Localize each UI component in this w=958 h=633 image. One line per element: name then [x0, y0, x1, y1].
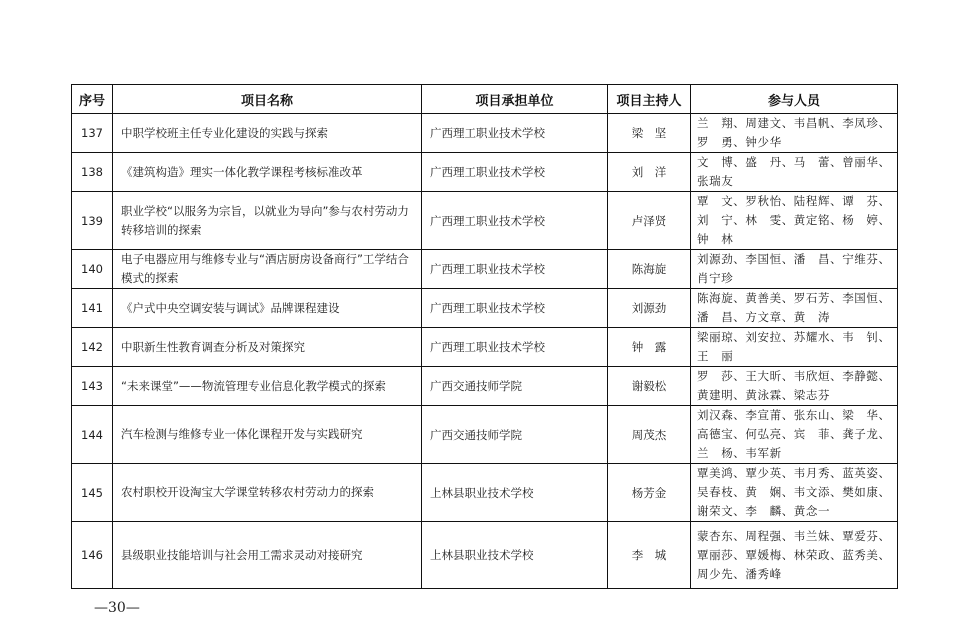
row-number: 144: [72, 406, 113, 464]
project-table: [71, 84, 898, 589]
participants: [691, 114, 898, 153]
header-host: 项目主持人: [608, 85, 691, 114]
table-row: [72, 522, 898, 589]
table-row: [72, 153, 898, 192]
project-unit: 上林县职业技术学校: [422, 522, 608, 589]
row-number: 141: [72, 289, 113, 328]
row-number: 146: [72, 522, 113, 589]
participants-line: 潘 昌、方文章、黄 涛: [697, 310, 831, 324]
project-unit: 上林县职业技术学校: [422, 464, 608, 522]
header-unit: 项目承担单位: [422, 85, 608, 114]
row-number: 140: [72, 250, 113, 289]
project-unit: 广西理工职业技术学校: [422, 153, 608, 192]
project-host: 刘 洋: [608, 153, 691, 192]
project-name: 电子电器应用与维修专业与“酒店厨房设备商行”工学结合模式的探索: [113, 250, 422, 289]
participants-line: 肖宁珍: [697, 271, 734, 285]
table-row: [72, 367, 898, 406]
project-name: “未来课堂”——物流管理专业信息化教学模式的探索: [113, 367, 422, 406]
participants-line: 刘源劲、李国恒、潘 昌、宁维芬、: [697, 252, 891, 266]
participants: [691, 406, 898, 464]
participants-line: 蒙杏东、周程强、韦兰妹、覃爱芬、: [697, 528, 891, 543]
project-name: 《户式中央空调安装与调试》品牌课程建设: [113, 289, 422, 328]
project-name: 中职学校班主任专业化建设的实践与探索: [113, 114, 422, 153]
participants-line: 谢荣文、李 麟、黄念一: [697, 504, 831, 518]
participants-line: 黄建明、黄泳霖、梁志芬: [697, 388, 831, 402]
project-host: 梁 坚: [608, 114, 691, 153]
participants-line: 覃美鸿、覃少英、韦月秀、蓝英姿、: [697, 466, 891, 480]
project-name: 《建筑构造》理实一体化教学课程考核标准改革: [113, 153, 422, 192]
project-unit: 广西交通技师学院: [422, 367, 608, 406]
project-host: 谢毅松: [608, 367, 691, 406]
table-row: [72, 114, 898, 153]
participants: [691, 289, 898, 328]
project-host: 刘源劲: [608, 289, 691, 328]
participants-line: 兰 翔、周建文、韦昌帆、李凤珍、: [697, 116, 891, 130]
row-number: 138: [72, 153, 113, 192]
participants: [691, 367, 898, 406]
participants-line: 高德宝、何弘亮、宾 菲、龚子龙、: [697, 427, 891, 441]
participants-line: 周少先、潘秀峰: [697, 566, 782, 581]
participants: [691, 464, 898, 522]
participants-line: 覃 文、罗秋怡、陆程辉、谭 芬、: [697, 194, 891, 208]
project-host: 杨芳金: [608, 464, 691, 522]
participants-line: 罗 莎、王大昕、韦欣烜、李静懿、: [697, 369, 891, 383]
participants: [691, 192, 898, 250]
project-unit: 广西理工职业技术学校: [422, 289, 608, 328]
project-unit: 广西理工职业技术学校: [422, 328, 608, 367]
participants-line: 王 丽: [697, 349, 734, 363]
project-unit: 广西理工职业技术学校: [422, 250, 608, 289]
participants: [691, 153, 898, 192]
project-unit: 广西交通技师学院: [422, 406, 608, 464]
table-row: [72, 289, 898, 328]
row-number: 139: [72, 192, 113, 250]
table-row: [72, 464, 898, 522]
participants-line: 罗 勇、钟少华: [697, 135, 782, 149]
participants-line: 刘汉森、李宣莆、张东山、梁 华、: [697, 408, 891, 422]
page-number: —30—: [94, 600, 140, 616]
participants: [691, 328, 898, 367]
table-row: [72, 192, 898, 250]
participants: [691, 250, 898, 289]
project-host: 周茂杰: [608, 406, 691, 464]
participants: [691, 522, 898, 589]
table-header-row: [72, 85, 898, 114]
row-number: 137: [72, 114, 113, 153]
table-row: [72, 250, 898, 289]
project-name: 中职新生性教育调查分析及对策探究: [113, 328, 422, 367]
project-name: 职业学校“以服务为宗旨，以就业为导向”参与农村劳动力转移培训的探索: [113, 192, 422, 250]
participants-line: 文 博、盛 丹、马 蕾、曾丽华、: [697, 155, 891, 169]
participants-line: 刘 宁、林 雯、黄定铭、杨 婷、: [697, 213, 891, 227]
project-name: 农村职校开设淘宝大学课堂转移农村劳动力的探索: [113, 464, 422, 522]
project-host: 钟 露: [608, 328, 691, 367]
row-number: 145: [72, 464, 113, 522]
participants-line: 吴春枝、黄 娴、韦文添、樊如康、: [697, 485, 891, 499]
participants-line: 陈海旋、黄善美、罗石芳、李国恒、: [697, 291, 891, 305]
participants-line: 覃丽莎、覃媛梅、林荣政、蓝秀美、: [697, 547, 891, 562]
project-name: 县级职业技能培训与社会用工需求灵动对接研究: [113, 522, 422, 589]
project-unit: 广西理工职业技术学校: [422, 192, 608, 250]
header-participants: 参与人员: [691, 85, 898, 114]
row-number: 142: [72, 328, 113, 367]
row-number: 143: [72, 367, 113, 406]
participants-line: 梁丽琼、刘安拉、苏耀水、韦 钊、: [697, 330, 891, 344]
participants-line: 钟 林: [697, 232, 734, 246]
participants-line: 兰 杨、韦军新: [697, 446, 782, 460]
project-host: 李 城: [608, 522, 691, 589]
table-row: [72, 406, 898, 464]
participants-line: 张瑞友: [697, 174, 734, 188]
project-unit: 广西理工职业技术学校: [422, 114, 608, 153]
header-project-name: 项目名称: [113, 85, 422, 114]
project-host: 陈海旋: [608, 250, 691, 289]
table-row: [72, 328, 898, 367]
project-host: 卢泽贤: [608, 192, 691, 250]
project-name: 汽车检测与维修专业一体化课程开发与实践研究: [113, 406, 422, 464]
header-no: 序号: [72, 85, 113, 114]
